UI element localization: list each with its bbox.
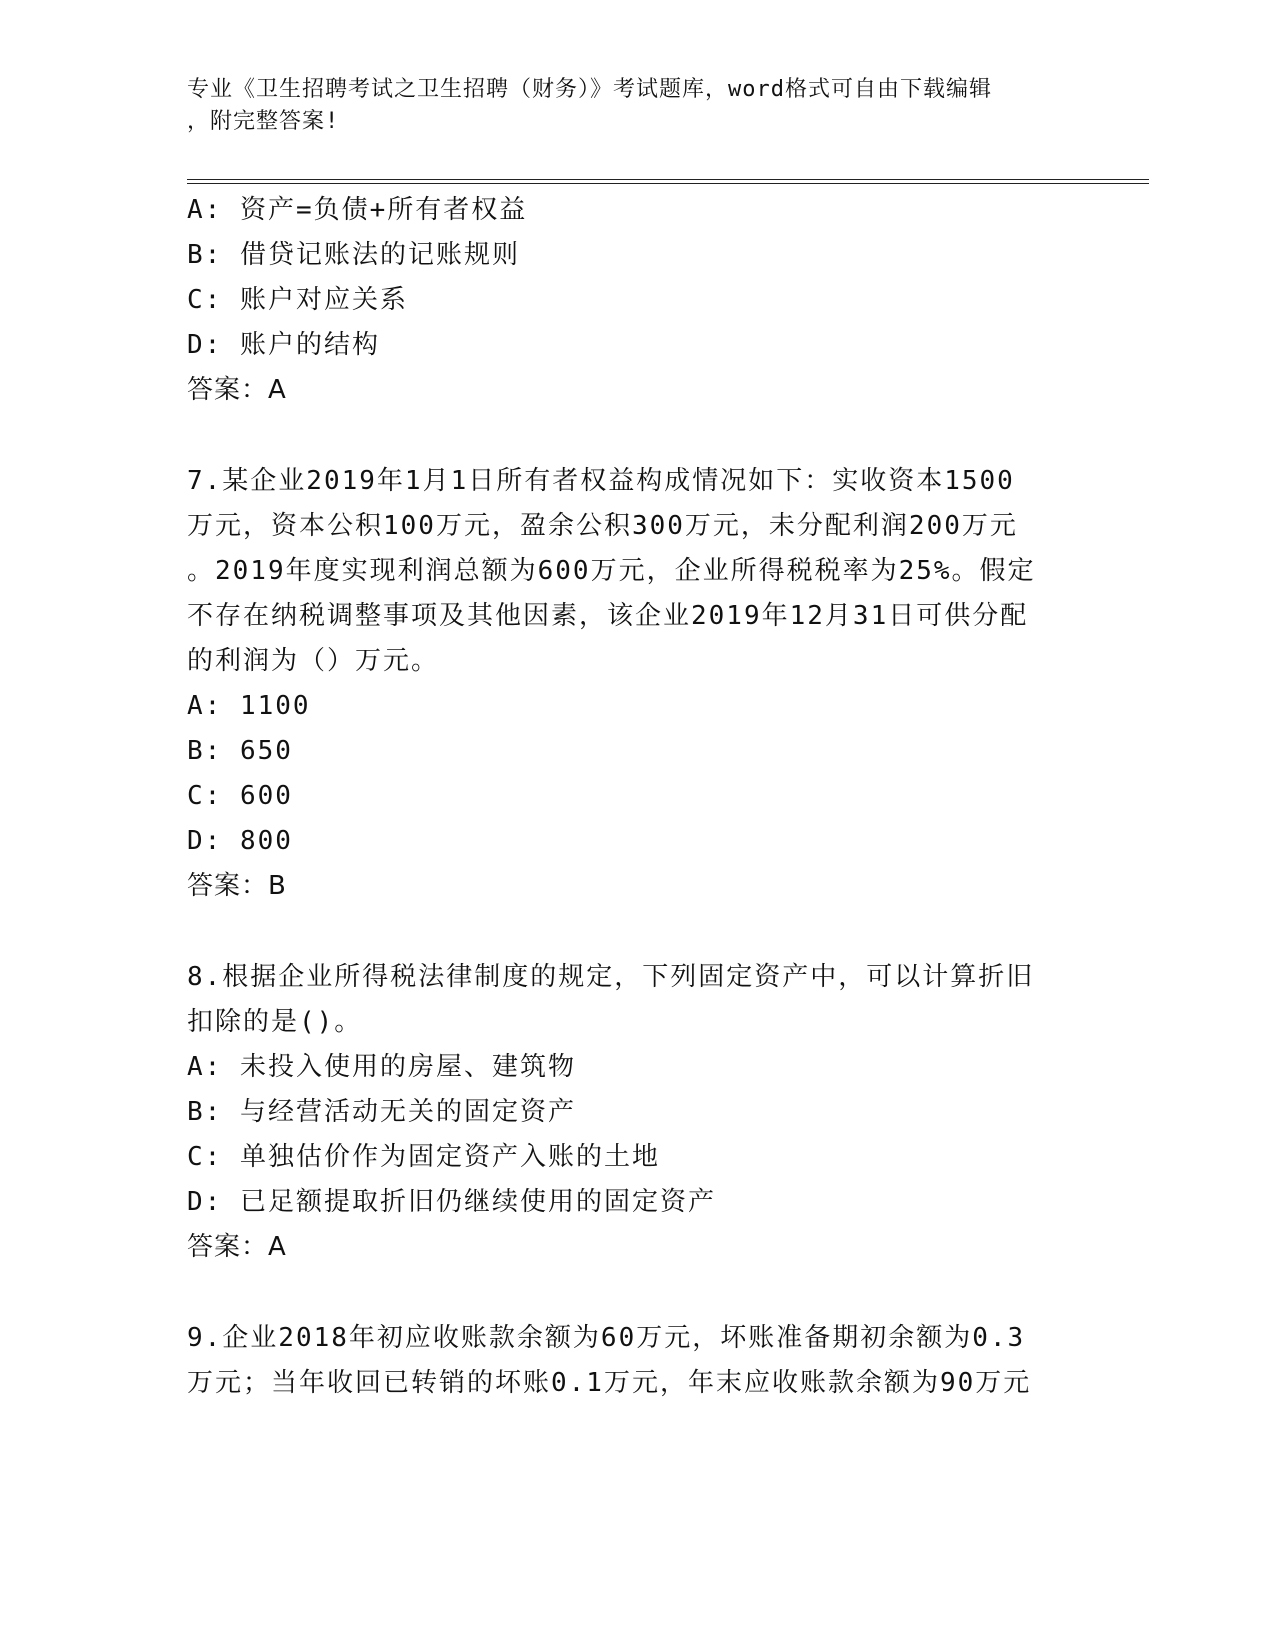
spacer bbox=[187, 909, 1087, 955]
option-d: D: 800 bbox=[187, 826, 293, 856]
option-a: A: 1100 bbox=[187, 691, 311, 721]
option-a: A: 资产=负债+所有者权益 bbox=[187, 195, 528, 225]
header-line-2: ，附完整答案! bbox=[187, 109, 340, 134]
spacer bbox=[187, 1270, 1087, 1316]
question-6 bbox=[187, 188, 1087, 413]
question-8 bbox=[187, 955, 1087, 1270]
question-text-line: 不存在纳税调整事项及其他因素，该企业2019年12月31日可供分配 bbox=[187, 601, 1029, 631]
question-text-line: 万元，资本公积100万元，盈余公积300万元，未分配利润200万元 bbox=[187, 511, 1018, 541]
question-text-line: 。2019年度实现利润总额为600万元，企业所得税税率为25%。假定 bbox=[187, 556, 1036, 586]
question-text-line: 7.某企业2019年1月1日所有者权益构成情况如下：实收资本1500 bbox=[187, 466, 1015, 496]
header-line-1: 专业《卫生招聘考试之卫生招聘（财务）》考试题库，word格式可自由下载编辑 bbox=[187, 77, 992, 102]
option-b: B: 与经营活动无关的固定资产 bbox=[187, 1097, 576, 1127]
header-divider-bottom bbox=[187, 183, 1149, 184]
option-c: C: 单独估价作为固定资产入账的土地 bbox=[187, 1142, 660, 1172]
option-d: D: 已足额提取折旧仍继续使用的固定资产 bbox=[187, 1187, 716, 1217]
question-list bbox=[187, 188, 1087, 1406]
option-d: D: 账户的结构 bbox=[187, 330, 380, 360]
question-text-line: 9.企业2018年初应收账款余额为60万元，坏账准备期初余额为0.3 bbox=[187, 1323, 1026, 1353]
answer-line: 答案：B bbox=[187, 871, 287, 901]
question-9 bbox=[187, 1316, 1087, 1406]
document-header bbox=[187, 74, 1067, 138]
question-7 bbox=[187, 459, 1087, 909]
question-text-line: 的利润为（）万元。 bbox=[187, 646, 440, 676]
option-a: A: 未投入使用的房屋、建筑物 bbox=[187, 1052, 576, 1082]
answer-line: 答案：A bbox=[187, 375, 287, 405]
answer-line: 答案：A bbox=[187, 1232, 287, 1262]
option-c: C: 600 bbox=[187, 781, 293, 811]
option-c: C: 账户对应关系 bbox=[187, 285, 408, 315]
option-b: B: 借贷记账法的记账规则 bbox=[187, 240, 520, 270]
option-b: B: 650 bbox=[187, 736, 293, 766]
spacer bbox=[187, 413, 1087, 459]
header-divider-top bbox=[187, 179, 1149, 180]
question-text-line: 8.根据企业所得税法律制度的规定，下列固定资产中，可以计算折旧 bbox=[187, 962, 1035, 992]
question-text-line: 万元；当年收回已转销的坏账0.1万元，年末应收账款余额为90万元 bbox=[187, 1368, 1032, 1398]
question-text-line: 扣除的是()。 bbox=[187, 1007, 363, 1037]
